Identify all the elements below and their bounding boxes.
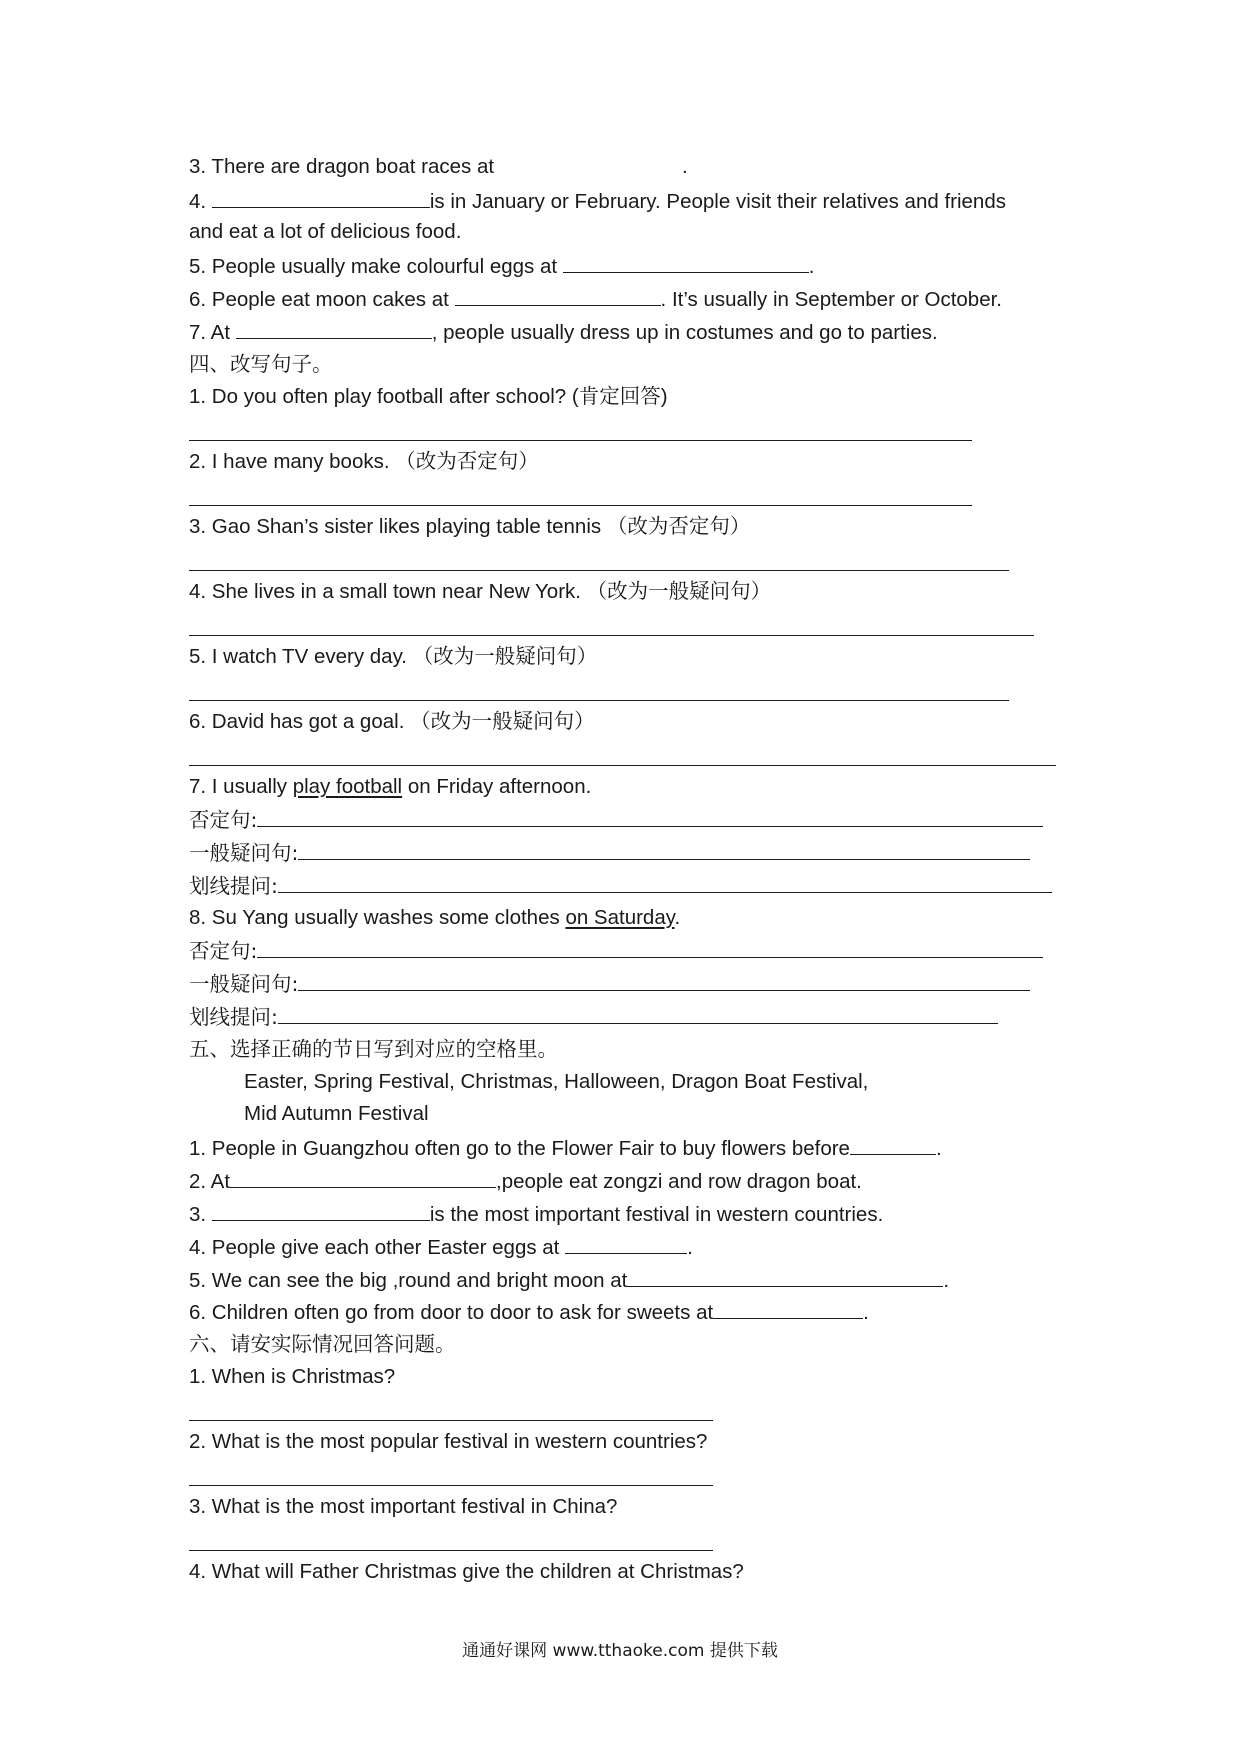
answer-line[interactable] bbox=[189, 765, 1056, 766]
answer-blank[interactable] bbox=[627, 1266, 943, 1287]
section-heading-4: 四、改写句子。 bbox=[189, 352, 333, 376]
answer-blank[interactable] bbox=[230, 1167, 496, 1188]
p5-q1: 1. People in Guangzhou often go to the Flower Fair to buy flowers before . bbox=[189, 1134, 942, 1160]
p4-q3: 3. Gao Shan’s sister likes playing table tennis （改为否定句） bbox=[189, 515, 751, 538]
p4-q8-wh: 划线提问: bbox=[189, 1003, 998, 1029]
answer-blank[interactable] bbox=[212, 187, 430, 208]
p4-q7-wh: 划线提问: bbox=[189, 872, 1052, 898]
p5-q6: 6. Children often go from door to door to ask for sweets at . bbox=[189, 1298, 869, 1324]
answer-blank[interactable] bbox=[455, 285, 661, 306]
p4-q2: 2. I have many books. （改为否定句） bbox=[189, 450, 539, 473]
answer-line[interactable] bbox=[189, 1550, 713, 1551]
answer-blank[interactable] bbox=[212, 1200, 430, 1221]
word-bank-line1: Easter, Spring Festival, Christmas, Halloween, Dragon Boat Festival, bbox=[244, 1070, 869, 1093]
section-heading-5: 五、选择正确的节日写到对应的空格里。 bbox=[189, 1037, 558, 1061]
answer-line[interactable] bbox=[189, 1485, 713, 1486]
answer-blank[interactable] bbox=[257, 806, 1043, 827]
p3-q7: 7. At , people usually dress up in costumes and go to parties. bbox=[189, 318, 938, 344]
p3-q4: 4. is in January or February. People visit their relatives and friends bbox=[189, 187, 1006, 213]
p6-q1: 1. When is Christmas? bbox=[189, 1365, 396, 1388]
p6-q2: 2. What is the most popular festival in western countries? bbox=[189, 1430, 708, 1453]
p5-q4: 4. People give each other Easter eggs at . bbox=[189, 1233, 693, 1259]
p4-q1: 1. Do you often play football after school? (肯定回答) bbox=[189, 385, 668, 408]
section-heading-6: 六、请安实际情况回答问题。 bbox=[189, 1332, 456, 1356]
answer-blank[interactable] bbox=[563, 252, 809, 273]
p4-q4: 4. She lives in a small town near New York. （改为一般疑问句） bbox=[189, 580, 772, 603]
answer-blank[interactable] bbox=[278, 872, 1052, 893]
p4-q8: 8. Su Yang usually washes some clothes on Saturday. bbox=[189, 906, 681, 929]
answer-blank[interactable] bbox=[298, 839, 1030, 860]
answer-blank[interactable] bbox=[257, 937, 1043, 958]
answer-blank[interactable] bbox=[850, 1134, 936, 1155]
p5-q2: 2. At ,people eat zongzi and row dragon boat. bbox=[189, 1167, 862, 1193]
answer-line[interactable] bbox=[189, 440, 972, 441]
p4-q8-question: 一般疑问句: bbox=[189, 970, 1030, 996]
p4-q7-negative: 否定句: bbox=[189, 806, 1043, 832]
p6-q3: 3. What is the most important festival in China? bbox=[189, 1495, 618, 1518]
answer-line[interactable] bbox=[189, 1420, 713, 1421]
answer-blank[interactable] bbox=[298, 970, 1030, 991]
answer-blank[interactable] bbox=[278, 1003, 998, 1024]
p5-q3: 3. is the most important festival in western countries. bbox=[189, 1200, 883, 1226]
answer-line[interactable] bbox=[189, 505, 972, 506]
answer-blank[interactable] bbox=[565, 1233, 687, 1254]
answer-line[interactable] bbox=[189, 635, 1034, 636]
answer-blank[interactable] bbox=[236, 318, 432, 339]
p4-q6: 6. David has got a goal. （改为一般疑问句） bbox=[189, 710, 595, 733]
p4-q7: 7. I usually play football on Friday afternoon. bbox=[189, 775, 592, 798]
p3-q4-cont: and eat a lot of delicious food. bbox=[189, 220, 462, 243]
answer-blank[interactable] bbox=[713, 1298, 863, 1319]
answer-line[interactable] bbox=[189, 570, 1009, 571]
p5-q5: 5. We can see the big ,round and bright moon at . bbox=[189, 1266, 949, 1292]
p3-q6: 6. People eat moon cakes at . It’s usually in September or October. bbox=[189, 285, 1002, 311]
answer-line[interactable] bbox=[189, 700, 1009, 701]
p4-q5: 5. I watch TV every day. （改为一般疑问句） bbox=[189, 645, 598, 668]
p3-q5: 5. People usually make colourful eggs at . bbox=[189, 252, 815, 278]
p6-q4: 4. What will Father Christmas give the children at Christmas? bbox=[189, 1560, 744, 1583]
p3-q3: 3. There are dragon boat races at . bbox=[189, 155, 688, 178]
footer-credit: 通通好课网 www.tthaoke.com 提供下载 bbox=[462, 1641, 778, 1661]
word-bank-line2: Mid Autumn Festival bbox=[244, 1102, 429, 1125]
p4-q8-negative: 否定句: bbox=[189, 937, 1043, 963]
p4-q7-question: 一般疑问句: bbox=[189, 839, 1030, 865]
